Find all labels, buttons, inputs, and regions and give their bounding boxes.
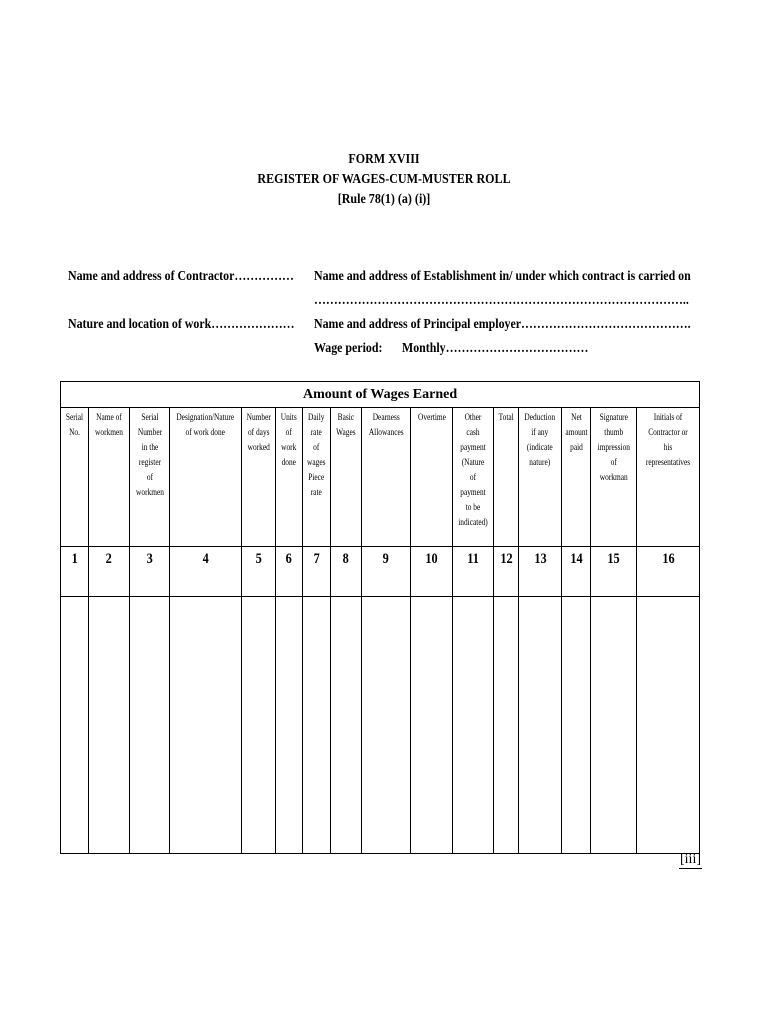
establishment-dots: …………………………………………………………………………………..: [314, 293, 689, 308]
entry-cell-12[interactable]: [494, 597, 519, 854]
column-number-4: [170, 547, 242, 597]
column-number-label: 15: [607, 551, 620, 567]
column-number-label: 7: [313, 551, 320, 567]
column-header-12: [494, 408, 519, 547]
column-header-label: Total: [498, 412, 514, 422]
column-header-4: [170, 408, 242, 547]
nature-location-field: Nature and location of work…………………: [68, 317, 295, 332]
column-header-label: Serial Number in the register of workmen: [135, 412, 164, 497]
page-mark: [iii]: [680, 852, 701, 867]
column-number-2: [89, 547, 130, 597]
column-number-label: 9: [382, 551, 390, 567]
column-number-label: 3: [146, 551, 153, 567]
column-header-label: Basic Wages: [336, 412, 356, 437]
column-number-label: 14: [569, 551, 583, 567]
form-rule: [Rule 78(1) (a) (i)]: [337, 192, 431, 207]
column-number-6: [276, 547, 303, 597]
column-number-8: [331, 547, 362, 597]
column-header-label: Designation/Nature of work done: [176, 412, 235, 437]
column-header-3: [130, 408, 170, 547]
column-number-16: [637, 547, 700, 597]
column-header-15: [591, 408, 637, 547]
entry-cell-1[interactable]: [61, 597, 89, 854]
amount-of-wages-header: Amount of Wages Earned: [61, 382, 700, 408]
entry-cell-14[interactable]: [562, 597, 591, 854]
column-number-label: 4: [202, 551, 209, 567]
column-number-11: [453, 547, 494, 597]
column-header-label: Units of work done: [280, 412, 297, 467]
entry-cell-7[interactable]: [303, 597, 331, 854]
column-number-label: 12: [499, 551, 513, 567]
column-header-9: [362, 408, 411, 547]
column-number-label: 6: [285, 551, 293, 567]
column-number-label: 13: [533, 551, 547, 567]
wages-register-table: [60, 381, 700, 854]
column-header-label: Name of workmen: [95, 412, 123, 437]
column-number-label: 10: [425, 551, 438, 567]
entry-cell-10[interactable]: [411, 597, 453, 854]
column-header-label: Number of days worked: [246, 412, 271, 452]
column-number-13: [519, 547, 562, 597]
column-header-8: [331, 408, 362, 547]
column-header-label: Overtime: [417, 412, 446, 422]
column-number-3: [130, 547, 170, 597]
column-header-label: Net amount paid: [564, 412, 588, 452]
contractor-field: Name and address of Contractor……………: [68, 269, 294, 284]
column-header-16: [637, 408, 700, 547]
column-header-5: [242, 408, 276, 547]
column-header-label: Dearness Allowances: [368, 412, 404, 437]
column-number-7: [303, 547, 331, 597]
column-header-13: [519, 408, 562, 547]
form-title: REGISTER OF WAGES-CUM-MUSTER ROLL: [257, 172, 511, 187]
column-number-label: 2: [105, 551, 113, 567]
column-number-15: [591, 547, 637, 597]
wage-period-value: Monthly………………………………: [402, 341, 589, 356]
column-number-label: 1: [71, 551, 78, 567]
column-number-9: [362, 547, 411, 597]
column-header-label: Deduction if any (indicate nature): [524, 412, 556, 467]
column-header-14: [562, 408, 591, 547]
entry-cell-4[interactable]: [170, 597, 242, 854]
column-header-11: [453, 408, 494, 547]
column-number-label: 16: [661, 551, 675, 567]
entry-cell-9[interactable]: [362, 597, 411, 854]
column-header-label: Initials of Contractor or his representatives: [645, 412, 691, 467]
entry-cell-5[interactable]: [242, 597, 276, 854]
entry-cell-13[interactable]: [519, 597, 562, 854]
form-number: FORM XVIII: [348, 152, 420, 167]
column-header-label: Serial No.: [65, 412, 84, 437]
title-block: [54, 150, 714, 210]
column-number-label: 8: [342, 551, 350, 567]
column-number-10: [411, 547, 453, 597]
column-number-5: [242, 547, 276, 597]
column-header-1: [61, 408, 89, 547]
column-header-6: [276, 408, 303, 547]
column-number-1: [61, 547, 89, 597]
wage-period-label: Wage period:: [314, 341, 383, 356]
column-number-14: [562, 547, 591, 597]
column-header-7: [303, 408, 331, 547]
entry-cell-3[interactable]: [130, 597, 170, 854]
entry-cell-16[interactable]: [637, 597, 700, 854]
column-header-label: Other cash payment (Nature of payment to be indicated): [458, 412, 488, 527]
principal-employer-field: Name and address of Principal employer…………………………………….: [314, 317, 691, 332]
entry-cell-15[interactable]: [591, 597, 637, 854]
column-number-label: 11: [467, 551, 479, 567]
column-header-2: [89, 408, 130, 547]
column-header-10: [411, 408, 453, 547]
entry-cell-8[interactable]: [331, 597, 362, 854]
column-number-12: [494, 547, 519, 597]
entry-cell-11[interactable]: [453, 597, 494, 854]
column-number-label: 5: [255, 551, 262, 567]
column-header-label: Signature thumb impression of workman: [597, 412, 630, 482]
entry-cell-2[interactable]: [89, 597, 130, 854]
entry-cell-6[interactable]: [276, 597, 303, 854]
establishment-field: Name and address of Establishment in/ under which contract is carried on: [314, 269, 691, 284]
column-header-label: Daily rate of wages Piece rate: [307, 412, 326, 497]
